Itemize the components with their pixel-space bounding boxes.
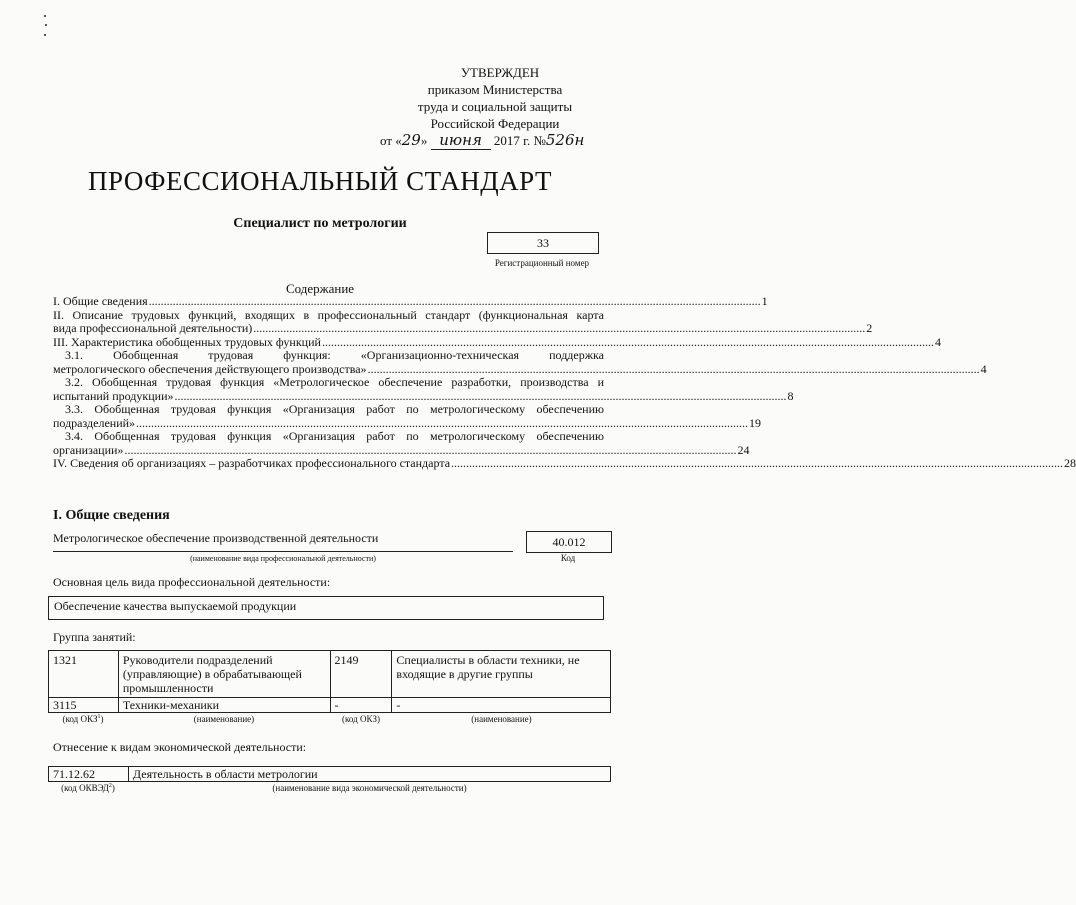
toc-heading: Содержание (285, 281, 355, 296)
handwritten-month: июня (431, 132, 491, 150)
toc-leader: ............................................................................................................................................................................................................ (367, 361, 980, 376)
document-subtitle: Специалист по метрологии (233, 216, 407, 231)
toc-leader: ............................................................................................................................................................................................................ (148, 294, 761, 308)
approval-line-2: приказом Министерства (427, 82, 563, 97)
approval-date: от «29» июня 2017 г. №526н (380, 131, 585, 149)
okz-code-caption: (код ОКЗ) (342, 714, 380, 724)
document-title: ПРОФЕССИОНАЛЬНЫЙ СТАНДАРТ (87, 166, 553, 196)
scan-speck (44, 15, 46, 17)
registration-number-box: 33 (487, 232, 599, 254)
activity-name: Метрологическое обеспечение производственной деятельности (53, 531, 513, 552)
handwritten-day: 29 (401, 131, 421, 149)
okz-code: - (330, 698, 392, 713)
toc-page: 4 (934, 334, 941, 349)
toc-page: 28 (1064, 456, 1076, 470)
activity-caption: (наименование вида профессиональной деятельности) (190, 554, 376, 563)
toc-leader: ............................................................................................................................................................................................................ (253, 321, 866, 335)
okz-name-caption: (наименование) (193, 714, 255, 724)
registration-number-label: Регистрационный номер (494, 258, 590, 268)
goal-label: Основная цель вида профессиональной деятельности: (53, 575, 331, 589)
approval-block (380, 64, 610, 150)
toc-entry[interactable]: I. Общие сведения ............................................................................................................................................................................................................ 1 (53, 294, 768, 308)
toc-entry[interactable]: III. Характеристика обобщенных трудовых функций ............................................................................................................................................................................................................ 4 (53, 334, 941, 349)
toc-page: 2 (866, 321, 873, 335)
activity-code-caption: Код (560, 553, 576, 563)
okz-code: 3115 (49, 698, 119, 713)
okz-name-caption: (наименование) (471, 714, 532, 724)
okz-code: 1321 (49, 651, 119, 698)
okved-code-caption: (код ОКВЭД$^2$) (61, 783, 115, 793)
econ-label: Отнесение к видам экономической деятельности: (53, 740, 307, 754)
group-label: Группа занятий: (53, 630, 136, 644)
okz-name: Руководители подразделений (управляющие) в обрабатывающей промышленности (118, 651, 330, 698)
okz-name: Специалисты в области техники, не входящие в другие группы (392, 651, 611, 698)
toc-entry[interactable]: 3.4. Обобщенная трудовая функция «Организация работ по метрологическому обеспечению организации» ............................................................................................................................................................................................................ 24 (53, 429, 750, 457)
approval-line-1: УТВЕРЖДЕН (460, 65, 540, 80)
toc-entry[interactable]: 3.3. Обобщенная трудовая функция «Организация работ по метрологическому обеспечению подразделений» ............................................................................................................................................................................................................ 19 (53, 402, 762, 430)
okz-code: 2149 (330, 651, 392, 698)
scan-speck (44, 34, 46, 36)
table-of-contents (53, 294, 1076, 471)
scan-speck (45, 24, 47, 26)
okz-code-caption: (код ОКЗ$^1$) (62, 714, 104, 724)
toc-leader: ............................................................................................................................................................................................................ (124, 442, 737, 457)
table-row (49, 651, 611, 698)
section-title: I. Общие сведения (53, 508, 170, 523)
toc-page: 8 (787, 388, 794, 403)
toc-page: 24 (737, 442, 750, 457)
okz-name: - (392, 698, 611, 713)
activity-code-box: 40.012 (526, 531, 612, 553)
toc-leader: ............................................................................................................................................................................................................ (451, 456, 1064, 470)
approval-line-4: Российской Федерации (430, 116, 560, 131)
table-row (49, 698, 611, 713)
occupation-groups-table (48, 650, 611, 713)
toc-leader: ............................................................................................................................................................................................................ (321, 334, 934, 349)
okved-code: 71.12.62 (49, 767, 129, 782)
handwritten-number: 526н (545, 131, 585, 149)
approval-line-3: труда и социальной защиты (417, 99, 573, 114)
toc-page: 4 (980, 361, 987, 376)
toc-leader: ............................................................................................................................................................................................................ (174, 388, 787, 403)
toc-entry[interactable]: 3.2. Обобщенная трудовая функция «Метрологическое обеспечение разработки, производства и испытаний продукции» ............................................................................................................................................................................................................ 8 (53, 375, 794, 403)
toc-entry[interactable]: IV. Сведения об организациях – разработчиках профессионального стандарта ............................................................................................................................................................................................................ 28 (53, 456, 1076, 470)
okz-name: Техники-механики (118, 698, 330, 713)
toc-entry[interactable]: 3.1. Обобщенная трудовая функция: «Организационно-техническая поддержка метрологического обеспечения действующего производства» ............................................................................................................................................................................................................ 4 (53, 348, 987, 376)
okved-name-caption: (наименование вида экономической деятельности) (272, 783, 467, 793)
economic-activity-table (48, 766, 611, 782)
toc-entry[interactable]: II. Описание трудовых функций, входящих в профессиональный стандарт (функциональная карта вида профессиональной деятельности) ............................................................................................................................................................................................................ 2 (53, 307, 873, 335)
goal-value-box: Обеспечение качества выпускаемой продукции (48, 596, 604, 620)
toc-leader: ............................................................................................................................................................................................................ (136, 415, 749, 430)
table-row (49, 767, 611, 782)
toc-page: 1 (761, 294, 768, 308)
toc-page: 19 (749, 415, 762, 430)
okved-name: Деятельность в области метрологии (128, 767, 610, 782)
